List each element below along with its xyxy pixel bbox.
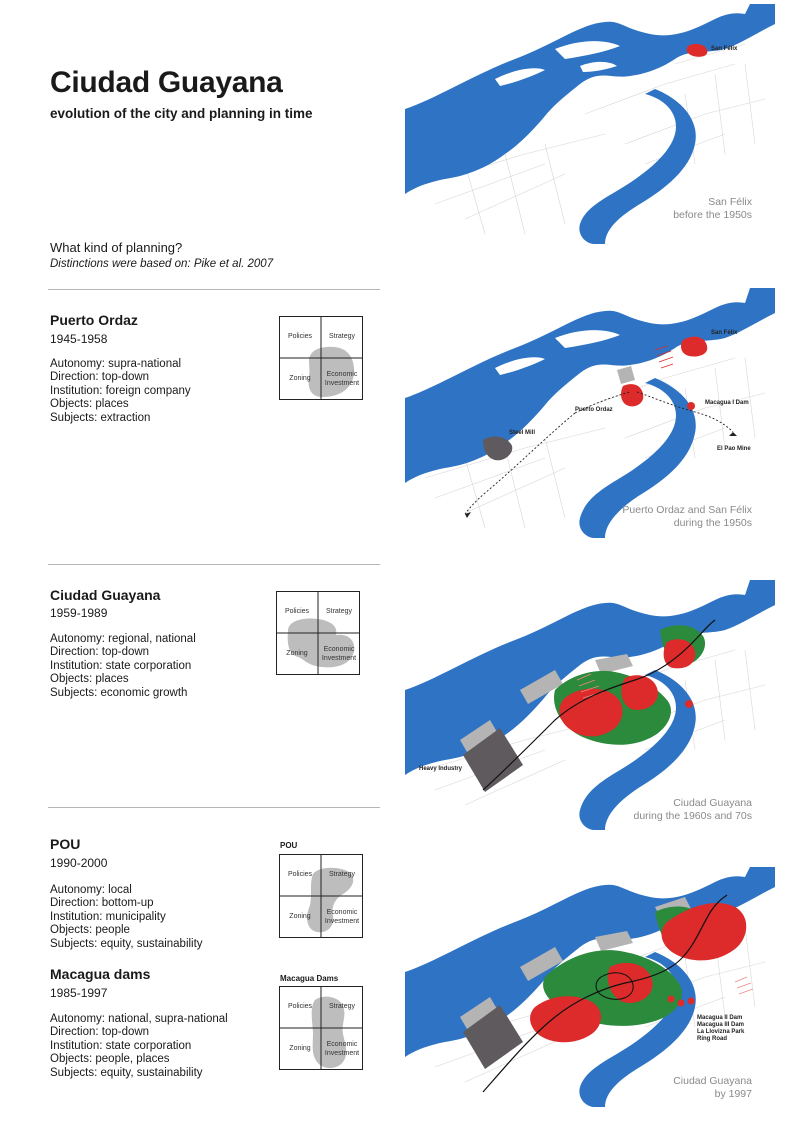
river [405,4,775,194]
attribute: Subjects: equity, sustainability [50,1066,203,1079]
attribute: Objects: people, places [50,1053,170,1066]
matrix-label: Policies [287,333,313,340]
section-title: Macagua dams [50,966,151,982]
map-label: Heavy Industry [419,766,463,772]
matrix-label: Zoning [289,1045,311,1052]
urban-area [530,996,601,1042]
attribute: Subjects: extraction [50,411,151,424]
section-years: 1959-1989 [50,606,108,620]
matrix-label: Economic [326,371,358,378]
matrix-label: Strategy [328,1003,356,1010]
matrix-label: Economic [326,1041,358,1048]
matrix-label: Investment [324,1050,360,1057]
section-title: Puerto Ordaz [50,312,138,328]
arrow-head [729,432,737,436]
map-1960s-70s [405,580,775,830]
divider [48,289,380,290]
matrix-label: Policies [287,1003,313,1010]
divider [48,564,380,565]
matrix-caption: Macagua Dams [280,974,339,983]
dam-marker [678,1000,685,1007]
divider [48,807,380,808]
map-caption: Puerto Ordaz and San Félix during the 1950s [622,504,752,529]
matrix-label: Zoning [289,913,311,920]
dam-marker [687,402,695,410]
map-label: El Pao Mine [717,446,751,452]
matrix-label: Economic [326,909,358,916]
map-label: Ring Road [697,1036,727,1042]
matrix-label: Investment [324,918,360,925]
map-label: Macagua I Dam [705,400,749,406]
attribute: Autonomy: local [50,884,132,896]
map-caption: San Félix before the 1950s [673,196,752,221]
section-years: 1990-2000 [50,856,108,870]
attribute: Direction: bottom-up [50,897,154,910]
map-label: La Llovizna Park [697,1029,745,1035]
planning-source-note: Distinctions were based on: Pike et al. 2007 [50,258,274,270]
section-attributes [50,884,203,951]
planning-matrix [276,591,362,677]
attribute: Subjects: equity, sustainability [50,937,203,950]
attribute: Objects: places [50,673,129,686]
attribute: Autonomy: regional, national [50,633,196,645]
map-caption: Ciudad Guayana during the 1960s and 70s [633,797,752,822]
matrix-caption: POU [280,841,298,850]
matrix-label: Investment [324,380,360,387]
map-label: San Félix [711,46,738,52]
matrix-label: Strategy [328,871,356,878]
attribute: Autonomy: national, supra-national [50,1013,228,1025]
section-attributes [50,633,196,700]
section-years: 1945-1958 [50,332,108,346]
attribute: Subjects: economic growth [50,686,188,699]
planning-matrix [279,854,365,940]
matrix-label: Investment [321,655,357,662]
attribute: Objects: people [50,924,130,937]
planning-matrix [279,986,365,1072]
planning-matrix [279,316,365,402]
map-label: San Félix [711,330,738,336]
section-title: POU [50,836,81,852]
map-1997 [405,867,775,1107]
river [405,288,775,483]
page-subtitle: evolution of the city and planning in time [50,106,313,121]
section-years: 1985-1997 [50,986,108,1000]
matrix-label: Policies [284,608,310,615]
attribute: Institution: state corporation [50,659,192,672]
matrix-label: Strategy [325,608,353,615]
attribute: Institution: municipality [50,910,166,923]
section-title: Ciudad Guayana [50,587,161,603]
urban-area-san-felix [681,337,707,357]
map-label: Puerto Ordaz [575,407,613,413]
matrix-label: Policies [287,871,313,878]
attribute: Direction: top-down [50,1026,150,1039]
attribute: Autonomy: supra-national [50,358,182,370]
matrix-label: Zoning [289,375,311,382]
map-label: Macagua II Dam [697,1015,743,1021]
matrix-label: Strategy [328,333,356,340]
section-attributes [50,1013,228,1080]
section-attributes [50,358,191,425]
urban-hatch [735,977,753,994]
dam-marker [685,700,693,708]
attribute: Institution: foreign company [50,384,191,397]
matrix-label: Economic [323,646,355,653]
map-1950s [405,288,775,538]
dam-marker [688,998,695,1005]
attribute: Direction: top-down [50,646,150,659]
planning-question: What kind of planning? [50,240,183,255]
dam-marker [668,996,675,1003]
attribute: Direction: top-down [50,371,150,384]
industry-light [617,366,635,384]
attribute: Objects: places [50,398,129,411]
map-label: Macagua III Dam [697,1022,745,1028]
matrix-label: Zoning [286,650,308,657]
page-title: Ciudad Guayana [50,66,283,99]
map-label: Steel Mill [509,430,536,436]
map-caption: Ciudad Guayana by 1997 [673,1075,752,1100]
attribute: Institution: state corporation [50,1039,192,1052]
